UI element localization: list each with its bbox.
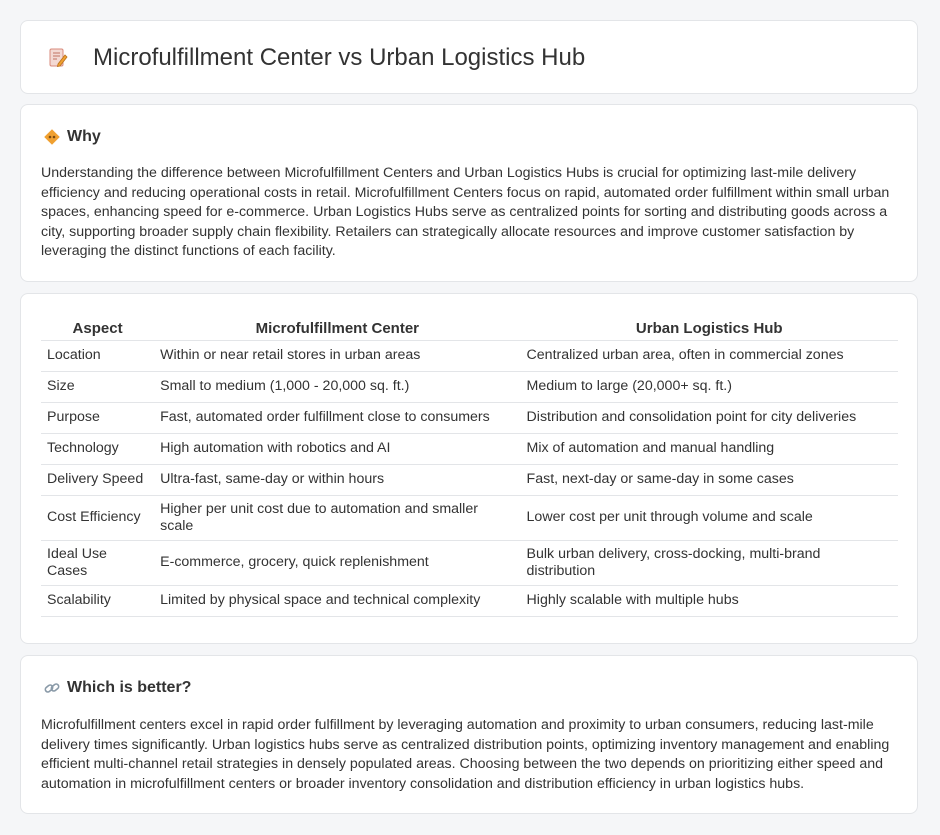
row-microfulfillment: Fast, automated order fulfillment close to consumers — [154, 403, 520, 434]
better-text: Microfulfillment centers excel in rapid order fulfillment by leveraging automation and proximity to urban consumers, reducing last-mile delivery times significantly. Urban logistics hubs serve as centralized distribution points, optimizing inventory management and enabling efficient multi-channel retail strategies in densely populated areas. Choosing between the two depends on prioritizing either speed and automation in microfulfillment centers or broader inventory consolidation and distribution efficiency in urban logistics hubs. — [41, 717, 890, 792]
column-header-urban-hub: Urban Logistics Hub — [521, 316, 898, 341]
column-header-aspect: Aspect — [41, 316, 154, 341]
row-aspect: Technology — [41, 434, 154, 465]
row-urban-hub: Bulk urban delivery, cross-docking, multi-brand distribution — [521, 541, 898, 586]
table-row — [41, 465, 898, 496]
title-card — [20, 20, 918, 94]
row-microfulfillment: High automation with robotics and AI — [154, 434, 520, 465]
table-row — [41, 403, 898, 434]
row-urban-hub: Lower cost per unit through volume and scale — [521, 496, 898, 541]
table-row — [41, 341, 898, 372]
row-microfulfillment: Within or near retail stores in urban areas — [154, 341, 520, 372]
document-edit-icon — [47, 47, 69, 69]
comparison-section — [20, 293, 918, 644]
table-row — [41, 372, 898, 403]
comparison-table — [41, 316, 898, 617]
row-urban-hub: Medium to large (20,000+ sq. ft.) — [521, 372, 898, 403]
row-urban-hub: Highly scalable with multiple hubs — [521, 586, 898, 617]
table-row — [41, 541, 898, 586]
better-section — [20, 655, 918, 814]
row-aspect: Ideal Use Cases — [41, 541, 154, 586]
row-urban-hub: Distribution and consolidation point for city deliveries — [521, 403, 898, 434]
row-microfulfillment: Ultra-fast, same-day or within hours — [154, 465, 520, 496]
row-aspect: Delivery Speed — [41, 465, 154, 496]
row-aspect: Purpose — [41, 403, 154, 434]
row-microfulfillment: E-commerce, grocery, quick replenishment — [154, 541, 520, 586]
row-aspect: Cost Efficiency — [41, 496, 154, 541]
why-section — [20, 104, 918, 282]
why-heading-row — [43, 127, 101, 147]
why-heading: Why — [67, 128, 101, 145]
page-title: Microfulfillment Center vs Urban Logistics Hub — [93, 44, 586, 71]
row-urban-hub: Centralized urban area, often in commercial zones — [521, 341, 898, 372]
row-aspect: Size — [41, 372, 154, 403]
row-microfulfillment: Small to medium (1,000 - 20,000 sq. ft.) — [154, 372, 520, 403]
link-icon — [43, 679, 61, 697]
row-aspect: Scalability — [41, 586, 154, 617]
warning-diamond-icon — [43, 128, 61, 146]
row-microfulfillment: Limited by physical space and technical complexity — [154, 586, 520, 617]
why-text: Understanding the difference between Microfulfillment Centers and Urban Logistics Hubs is crucial for optimizing last-mile delivery efficiency and reducing operational costs in retail. Microfulfillment Centers focus on rapid, automated order fulfillment within small urban spaces, enhancing speed for e-commerce. Urban Logistics Hubs serve as centralized points for sorting and distributing goods across a city, supporting broader supply chain flexibility. Retailers can strategically allocate resources and improve customer satisfaction by leveraging the distinct functions of each facility. — [41, 165, 890, 260]
better-heading-row — [43, 678, 191, 698]
row-microfulfillment: Higher per unit cost due to automation and smaller scale — [154, 496, 520, 541]
column-header-microfulfillment: Microfulfillment Center — [154, 316, 520, 341]
row-aspect: Location — [41, 341, 154, 372]
row-urban-hub: Fast, next-day or same-day in some cases — [521, 465, 898, 496]
table-row — [41, 496, 898, 541]
table-row — [41, 586, 898, 617]
table-header-row — [41, 316, 898, 341]
table-row — [41, 434, 898, 465]
better-heading: Which is better? — [67, 679, 192, 696]
row-urban-hub: Mix of automation and manual handling — [521, 434, 898, 465]
